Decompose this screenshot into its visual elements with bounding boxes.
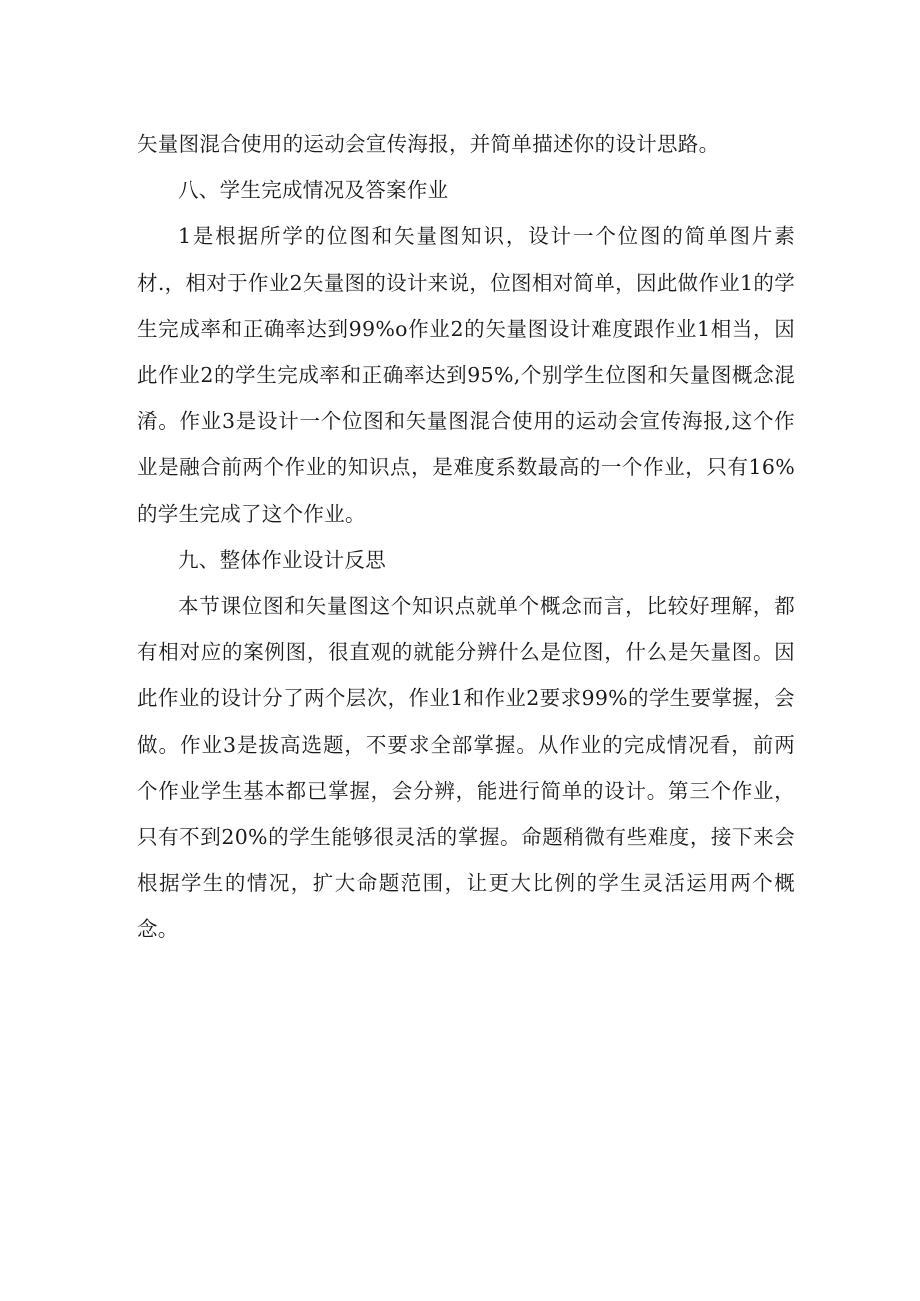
section-heading-8: 八、学生完成情况及答案作业 (178, 178, 449, 203)
paragraph-reflection: 本节课位图和矢量图这个知识点就单个概念而言，比较好理解，都有相对应的案例图，很直观的就能分辨什么是位图，什么是矢量图。因此作业的设计分了两个层次，作业1和作业2要求99%的学生要掌握，会做。作业3是拔高选题，不要求全部掌握。从作业的完成情况看，前两个作业学生基本都已掌握，会分辨，能进行简单的设计。第三个作业，只有不到20%的学生能够很灵活的掌握。命题稍微有些难度，接下来会根据学生的情况，扩大命题范围，让更大比例的学生灵活运用两个概念。 (137, 594, 795, 942)
paragraph-continuation: 矢量图混合使用的运动会宣传海报，并简单描述你的设计思路。 (137, 132, 720, 156)
paragraph-completion-status: 1是根据所学的位图和矢量图知识，设计一个位图的简单图片素材.，相对于作业2矢量图的设计来说，位图相对简单，因此做作业1的学生完成率和正确率达到99%o作业2的矢量图设计难度跟作业1相当，因此作业2的学生完成率和正确率达到95%,个别学生位图和矢量图概念混淆。作业3是设计一个位图和矢量图混合使用的运动会宣传海报,这个作业是融合前两个作业的知识点，是难度系数最高的一个作业，只有16%的学生完成了这个作业。 (137, 224, 795, 526)
document-body (137, 121, 795, 953)
section-heading-9: 九、整体作业设计反思 (178, 547, 386, 572)
